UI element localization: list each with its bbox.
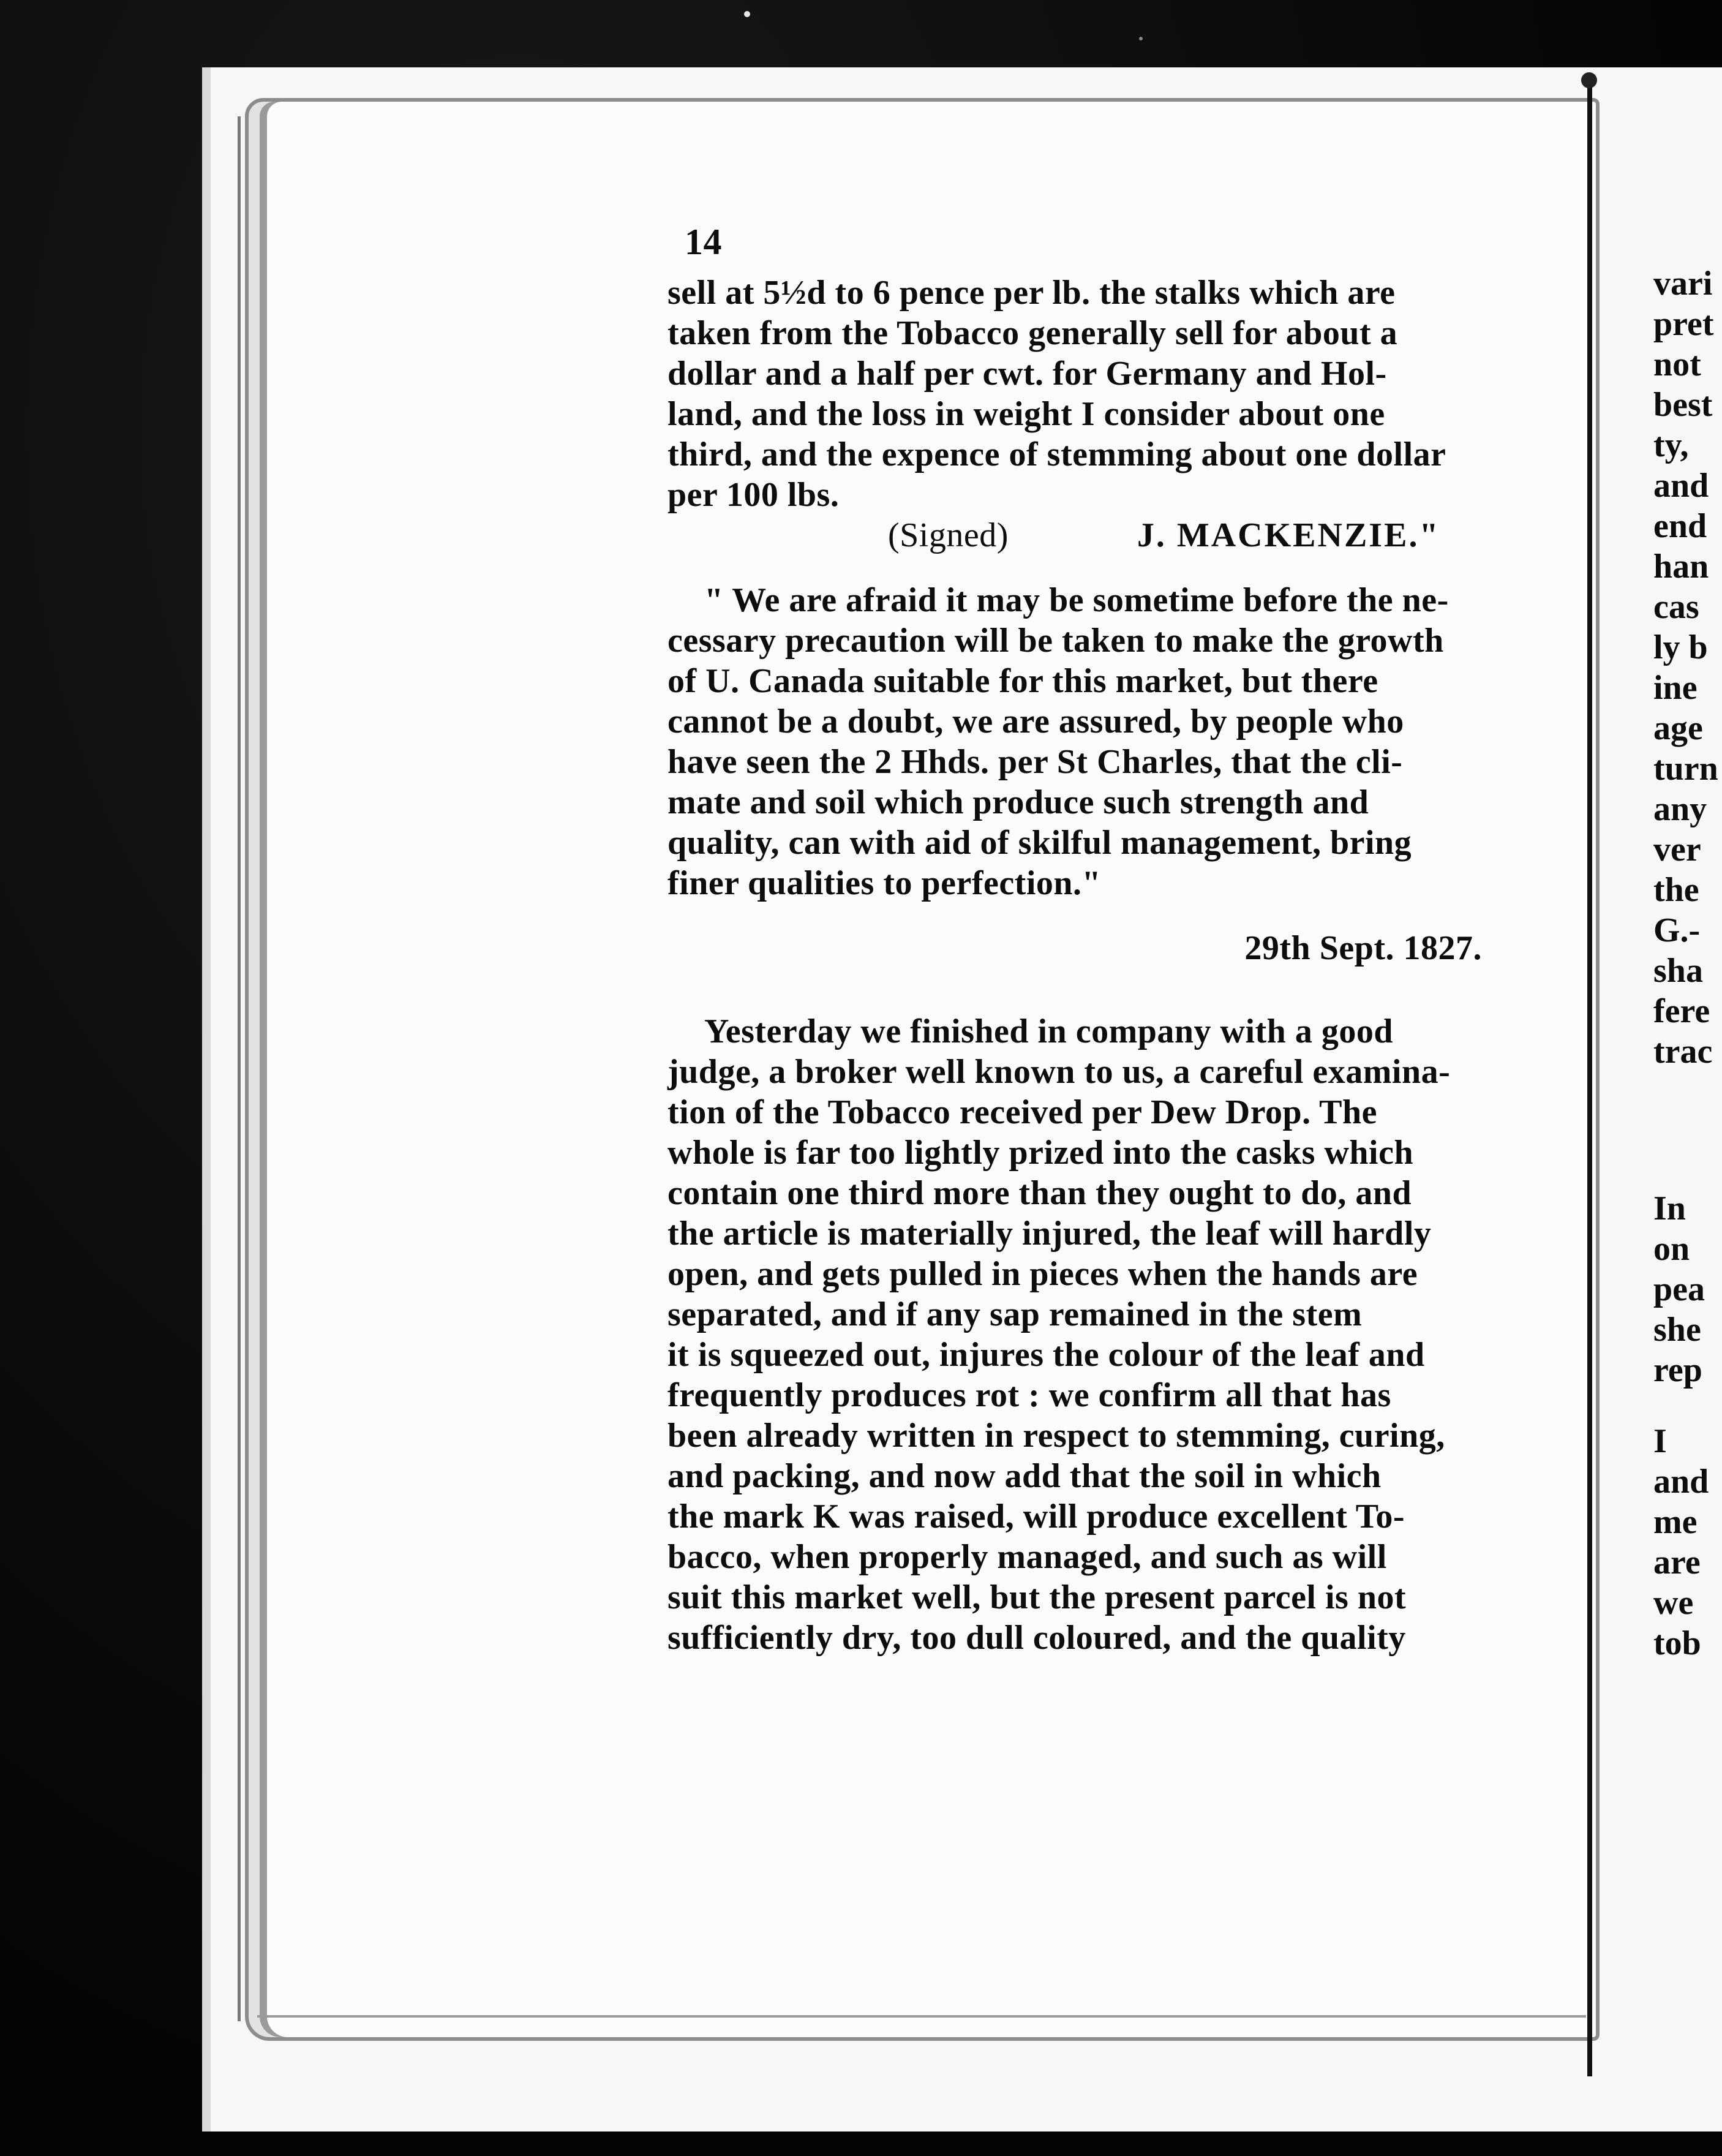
gutter-mark: [1581, 72, 1597, 88]
facing-fragment: han: [1653, 548, 1709, 586]
facing-fragment: sha: [1653, 952, 1703, 990]
spacer: [667, 556, 1574, 580]
facing-fragment: vari: [1653, 265, 1713, 303]
text-line: been already written in respect to stemming, curing,: [667, 1417, 1445, 1455]
facing-fragment: age: [1653, 709, 1703, 747]
facing-fragment: In: [1653, 1189, 1686, 1227]
facing-fragment: pea: [1653, 1270, 1705, 1308]
facing-fragment: ty,: [1653, 426, 1689, 464]
text-line: of U. Canada suitable for this market, but there: [667, 662, 1378, 700]
spacer: [1653, 1390, 1722, 1421]
signature-line: [888, 515, 1574, 556]
dust-speck: [744, 11, 750, 17]
facing-fragment: the: [1653, 871, 1699, 909]
facing-fragment: fere: [1653, 992, 1710, 1030]
text-line: land, and the loss in weight I consider about one: [667, 395, 1385, 433]
text-line: separated, and if any sap remained in the stem: [667, 1295, 1363, 1333]
text-line: suit this market well, but the present parcel is not: [667, 1578, 1407, 1616]
text-line: the mark K was raised, will produce excellent To-: [667, 1498, 1405, 1536]
spacer: [1653, 1072, 1722, 1188]
text-line: contain one third more than they ought to do, and: [667, 1174, 1412, 1212]
text-line: mate and soil which produce such strength and: [667, 783, 1369, 821]
text-line: tion of the Tobacco received per Dew Drop. The: [667, 1093, 1378, 1131]
signed-label: (Signed): [888, 516, 1009, 554]
facing-fragment: G.-: [1653, 911, 1701, 949]
dust-speck: [1139, 37, 1143, 40]
text-line: cannot be a doubt, we are assured, by people who: [667, 703, 1404, 741]
facing-fragment: me: [1653, 1503, 1698, 1541]
facing-fragment: ver: [1653, 831, 1701, 869]
facing-fragment: on: [1653, 1230, 1690, 1268]
facing-fragment: turn: [1653, 750, 1718, 788]
text-line: cessary precaution will be taken to make the growth: [667, 622, 1444, 660]
facing-fragment: we: [1653, 1584, 1694, 1622]
text-line: taken from the Tobacco generally sell for about a: [667, 314, 1398, 352]
text-line: finer qualities to perfection.": [667, 864, 1102, 902]
facing-fragment: she: [1653, 1311, 1701, 1349]
facing-fragment: trac: [1653, 1033, 1713, 1071]
text-line: Yesterday we finished in company with a good: [704, 1012, 1393, 1050]
spacer: [667, 968, 1574, 1011]
text-line: sell at 5½d to 6 pence per lb. the stalks which are: [667, 274, 1396, 312]
facing-fragment: ine: [1653, 669, 1698, 707]
text-line: dollar and a half per cwt. for Germany and Hol-: [667, 355, 1387, 393]
facing-fragment: not: [1653, 345, 1701, 383]
facing-fragment: end: [1653, 507, 1707, 545]
text-line: sufficiently dry, too dull coloured, and the quality: [667, 1619, 1406, 1657]
spacer: [667, 903, 1574, 928]
facing-fragment: I: [1653, 1422, 1667, 1460]
text-line: frequently produces rot : we confirm all that has: [667, 1376, 1391, 1414]
facing-fragment: ly b: [1653, 628, 1708, 666]
text-line: third, and the expence of stemming about one dollar: [667, 435, 1446, 473]
text-line: judge, a broker well known to us, a careful examina-: [667, 1053, 1451, 1091]
paragraph-quote: [667, 580, 1574, 903]
text-line: per 100 lbs.: [667, 476, 840, 514]
facing-fragment: and: [1653, 1463, 1709, 1501]
facing-fragment: rep: [1653, 1351, 1702, 1389]
entry-date: 29th Sept. 1827.: [1244, 929, 1482, 967]
page-number: 14: [685, 222, 722, 262]
paragraph-examination: [667, 1011, 1574, 1658]
book-gutter: [1587, 80, 1592, 2076]
facing-fragment: best: [1653, 386, 1713, 424]
facing-fragment: tob: [1653, 1624, 1701, 1662]
facing-fragment: and: [1653, 467, 1709, 505]
text-line: it is squeezed out, injures the colour of the leaf and: [667, 1336, 1425, 1374]
signatory-name: J. MACKENZIE.": [1137, 516, 1440, 554]
facing-fragment: any: [1653, 790, 1707, 828]
text-line: have seen the 2 Hhds. per St Charles, that the cli-: [667, 743, 1403, 781]
page-bottom-edge: [257, 2015, 1586, 2032]
facing-fragment: pret: [1653, 305, 1714, 343]
text-line: bacco, when properly managed, and such as will: [667, 1538, 1387, 1576]
mount-edge: [202, 67, 211, 2132]
facing-page-fragments: [1653, 263, 1722, 1664]
text-line: quality, can with aid of skilful management, bring: [667, 824, 1412, 862]
paragraph-stalks: [667, 273, 1574, 515]
text-line: open, and gets pulled in pieces when the hands are: [667, 1255, 1418, 1293]
text-line: whole is far too lightly prized into the casks which: [667, 1134, 1414, 1172]
page-text: [667, 217, 1574, 1658]
text-line: " We are afraid it may be sometime before the ne-: [704, 581, 1449, 619]
text-line: and packing, and now add that the soil in which: [667, 1457, 1382, 1495]
text-line: the article is materially injured, the leaf will hardly: [667, 1215, 1432, 1253]
facing-fragment: cas: [1653, 588, 1699, 626]
facing-fragment: are: [1653, 1544, 1701, 1581]
